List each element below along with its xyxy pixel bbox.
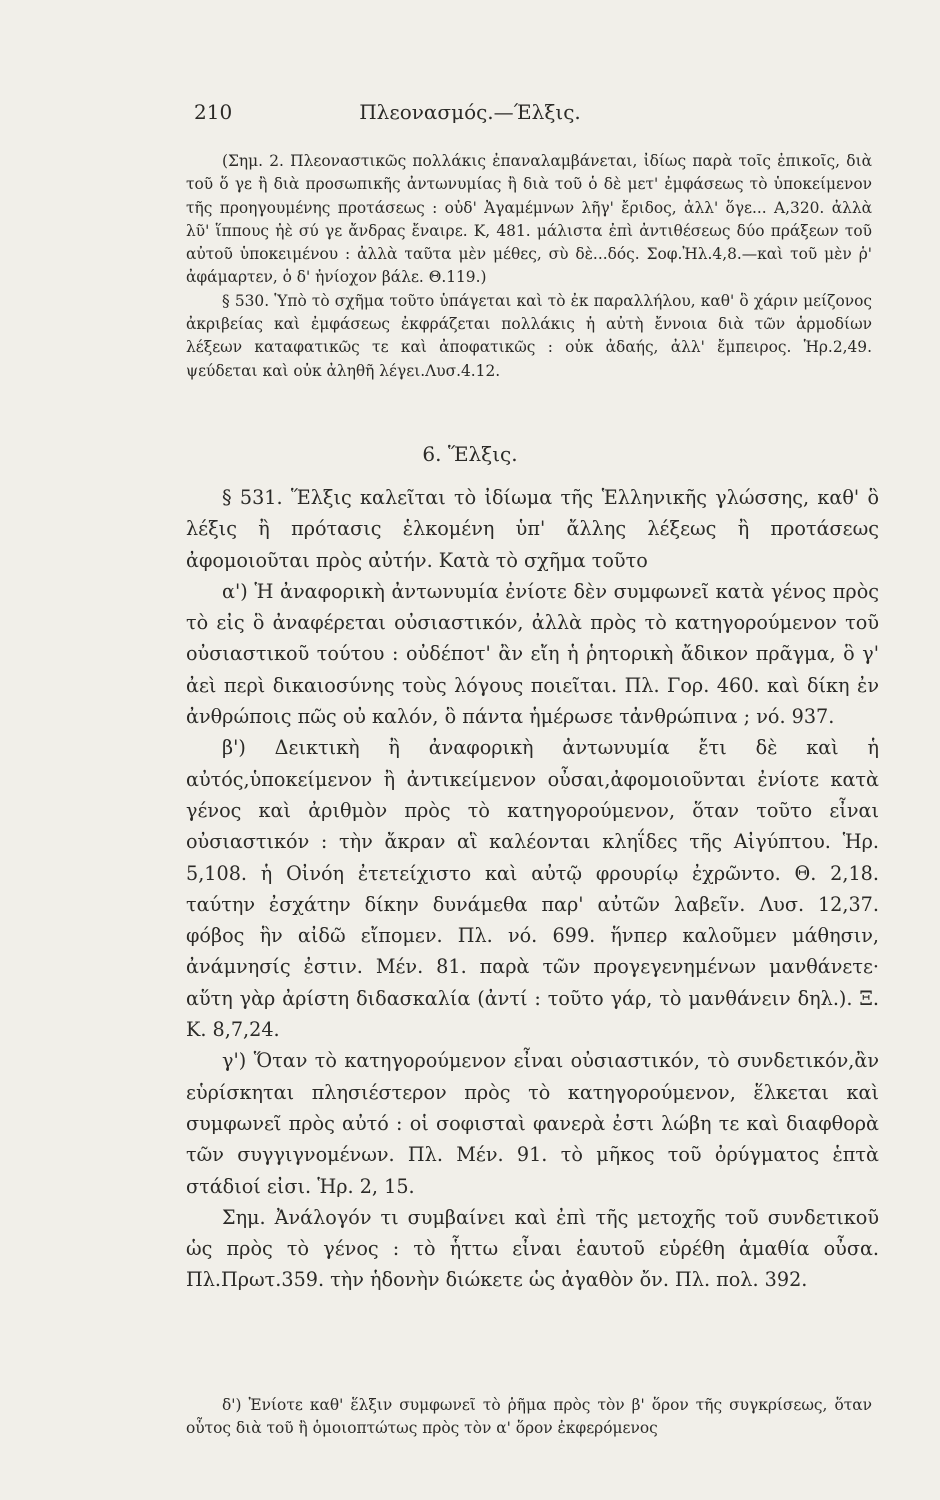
note-paragraph-1: (Σημ. 2. Πλεοναστικῶς πολλάκις ἐπαναλαμβάνεται, ἰδίως παρὰ τοῖς ἐπικοῖς, διὰ τοῦ ὅ γε ἢ διὰ προσωπικῆς ἀντωνυμίας ἢ διὰ τοῦ ὁ δὲ μετ' ἐμφάσεως τὸ ὑποκείμενον τῆς προηγουμένης προτάσεως : οὐδ' Ἀγαμέμνων λῆγ' ἔριδος, ἀλλ' ὅγε... Α,320. ἀλλὰ λῦ' ἵππους ἠὲ σύ γε ἄνδρας ἔναιρε. Κ, 481. μάλιστα ἐπὶ ἀντιθέσεως δύο πράξεων τοῦ αὐτοῦ ὑποκειμένου : ἀλλὰ ταῦτα μὲν μέθες, σὺ δὲ...δός. Σοφ.Ἠλ.4,8.—καὶ τοῦ μὲν ῥ' ἀφάμαρτεν, ὁ δ' ἡνίοχον βάλε. Θ.119.) (186, 152, 872, 287)
item-c-paragraph: γ') Ὅταν τὸ κατηγορούμενον εἶναι οὐσιαστικόν, τὸ συνδετικόν,ἂν εὑρίσκηται πλησιέστερον πρὸς τὸ κατηγορούμενον, ἕλκεται καὶ συμφωνεῖ πρὸς αὐτό : οἱ σοφισταὶ φανερὰ ἐστι λώβη τε καὶ διαφθορὰ τῶν συγγιγνομένων. Πλ. Μέν. 91. τὸ μῆκος τοῦ ὀρύγματος ἑπτὰ στάδιοί εἰσι. Ἡρ. 2, 15. (186, 1049, 879, 1198)
page-number: 210 (194, 100, 233, 124)
item-d-paragraph: δ') Ἐνίοτε καθ' ἕλξιν συμφωνεῖ τὸ ῥῆμα πρὸς τὸν β' ὅρον τῆς συγκρίσεως, ὅταν οὗτος διὰ τοῦ ἢ ὁμοιοπτώτως πρὸς τὸν α' ὅρον ἐκφερόμενος (186, 1396, 872, 1438)
item-a-paragraph: α') Ἡ ἀναφορικὴ ἀντωνυμία ἐνίοτε δὲν συμφωνεῖ κατὰ γένος πρὸς τὸ εἰς ὃ ἀναφέρεται οὐσιαστικόν, ἀλλὰ πρὸς τὸ κατηγορούμενον τοῦ οὐσιαστικοῦ τούτου : οὐδέποτ' ἂν εἴη ἡ ῥητορικὴ ἄδικον πρᾶγμα, ὃ γ' ἀεὶ περὶ δικαιοσύνης τοὺς λόγους ποιεῖται. Πλ. Γορ. 460. καὶ δίκη ἐν ἀνθρώποις πῶς οὐ καλόν, ὃ πάντα ἡμέρωσε τἀνθρώπινα ; νό. 937. (186, 579, 879, 729)
section-title: 6. Ἕλξις. (422, 442, 518, 466)
item-b-paragraph: β') Δεικτικὴ ἢ ἀναφορικὴ ἀντωνυμία ἔτι δὲ καὶ ἡ αὐτός,ὑποκείμενον ἢ ἀντικείμενον οὖσαι,ἀφομοιοῦνται ἐνίοτε κατὰ γένος καὶ ἀριθμὸν πρὸς τὸ κατηγορούμενον, ὅταν τοῦτο εἶναι οὐσιαστικόν : τὴν ἄκραν αἳ καλέονται κληΐδες τῆς Αἰγύπτου. Ἡρ. 5,108. ἡ Οἰνόη ἐτετείχιστο καὶ αὐτῷ φρουρίῳ ἐχρῶντο. Θ. 2,18. ταύτην ἐσχάτην δίκην δυνάμεθα παρ' αὐτῶν λαβεῖν. Λυσ. 12,37. φόβος ἣν αἰδῶ εἴπομεν. Πλ. νό. 699. ἥνπερ καλοῦμεν μάθησιν, ἀνάμνησίς ἐστιν. Μέν. 81. παρὰ τῶν προγεγενημένων μανθάνετε· αὕτη γὰρ ἀρίστη διδασκαλία (ἀντί : τοῦτο γάρ, τὸ μανθάνειν δηλ.). Ξ. Κ. 8,7,24. (186, 736, 879, 1042)
page-header (0, 100, 940, 130)
section-531-paragraph: § 531. Ἕλξις καλεῖται τὸ ἰδίωμα τῆς Ἑλληνικῆς γλώσσης, καθ' ὃ λέξις ἢ πρότασις ἑλκομένη ὑπ' ἄλλης λέξεως ἢ προτάσεως ἀφομοιοῦται πρὸς αὐτήν. Κατὰ τὸ σχῆμα τοῦτο (186, 486, 879, 572)
main-text (186, 482, 879, 1296)
note-paragraph: Σημ. Ἀνάλογόν τι συμβαίνει καὶ ἐπὶ τῆς μετοχῆς τοῦ συνδετικοῦ ὡς πρὸς τὸ γένος : τὸ ἧττω εἶναι ἑαυτοῦ εὑρέθη ἀμαθία οὖσα. Πλ.Πρωτ.359. τὴν ἡδονὴν διώκετε ὡς ἀγαθὸν ὄν. Πλ. πολ. 392. (186, 1205, 879, 1292)
section-530-paragraph: § 530. Ὑπὸ τὸ σχῆμα τοῦτο ὑπάγεται καὶ τὸ ἐκ παραλλήλου, καθ' ὃ χάριν μείζονος ἀκριβείας καὶ ἐμφάσεως ἐκφράζεται πολλάκις ἡ αὐτὴ ἔννοια διὰ τῶν ἁρμοδίων λέξεων καταφατικῶς τε καὶ ἀποφατικῶς : οὐκ ἀδαής, ἀλλ' ἔμπειρος. Ἡρ.2,49. ψεύδεται καὶ οὐκ ἀληθῆ λέγει.Λυσ.4.12. (186, 291, 872, 380)
running-title: Πλεονασμός.—Έλξις. (359, 100, 581, 124)
note-block (186, 150, 872, 383)
footer-text (186, 1394, 872, 1441)
